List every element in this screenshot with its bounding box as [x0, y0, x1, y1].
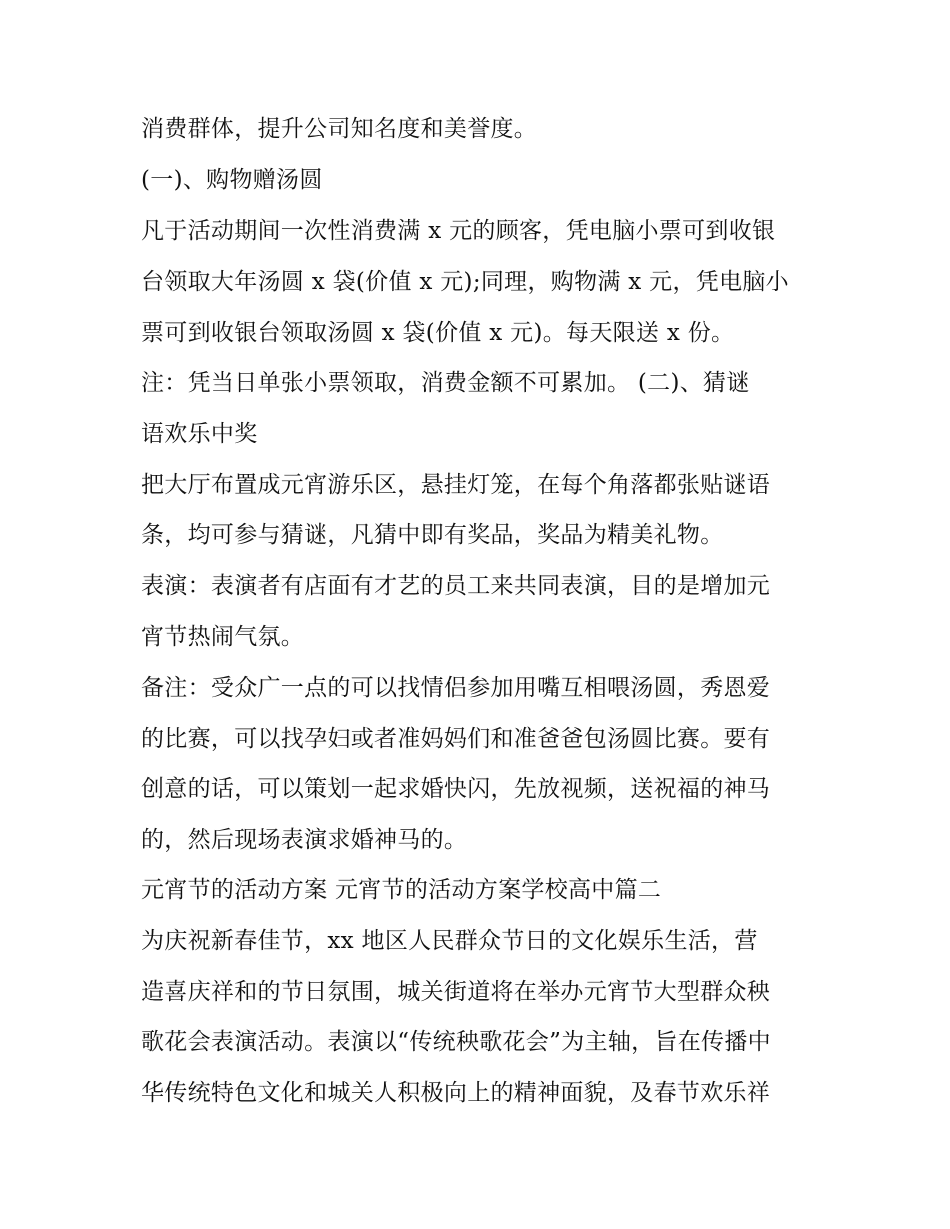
text-line: 条，均可参与猜谜，凡猜中即有奖品，奖品为精美礼物。 — [141, 522, 724, 548]
section-title: 元宵节的活动方案 元宵节的活动方案学校高中篇二 — [141, 877, 662, 903]
text-line: 语欢乐中奖 — [141, 421, 258, 447]
text-line: 台领取大年汤圆 x 袋(价值 x 元);同理，购物满 x 元，凭电脑小 — [141, 269, 789, 295]
text-line: 宵节热闹气氛。 — [141, 624, 305, 650]
text-line: 备注：受众广一点的可以找情侣参加用嘴互相喂汤圆，秀恩爱 — [141, 675, 771, 701]
section-heading: (一)、购物赠汤圆 — [141, 167, 323, 193]
text-line: 把大厅布置成元宵游乐区，悬挂灯笼，在每个角落都张贴谜语 — [141, 472, 771, 498]
text-line: 票可到收银台领取汤圆 x 袋(价值 x 元)。每天限送 x 份。 — [141, 320, 735, 346]
text-line: 歌花会表演活动。表演以“传统秧歌花会”为主轴，旨在传播中 — [141, 1029, 771, 1055]
text-line: 华传统特色文化和城关人积极向上的精神面貌，及春节欢乐祥 — [141, 1080, 771, 1106]
text-line: 表演：表演者有店面有才艺的员工来共同表演，目的是增加元 — [141, 573, 771, 599]
text-line: 造喜庆祥和的节日氛围，城关街道将在举办元宵节大型群众秧 — [141, 979, 771, 1005]
text-line: 为庆祝新春佳节，xx 地区人民群众节日的文化娱乐生活，营 — [141, 928, 758, 954]
text-line: 注：凭当日单张小票领取，消费金额不可累加。 (二)、猜谜 — [141, 370, 750, 396]
text-line: 的比赛，可以找孕妇或者准妈妈们和准爸爸包汤圆比赛。要有 — [141, 726, 771, 752]
text-line: 凡于活动期间一次性消费满 x 元的顾客，凭电脑小票可到收银 — [141, 218, 776, 244]
text-line: 消费群体，提升公司知名度和美誉度。 — [141, 116, 538, 142]
text-line: 的，然后现场表演求婚神马的。 — [141, 827, 468, 853]
text-line: 创意的话，可以策划一起求婚快闪，先放视频，送祝福的神马 — [141, 776, 771, 802]
